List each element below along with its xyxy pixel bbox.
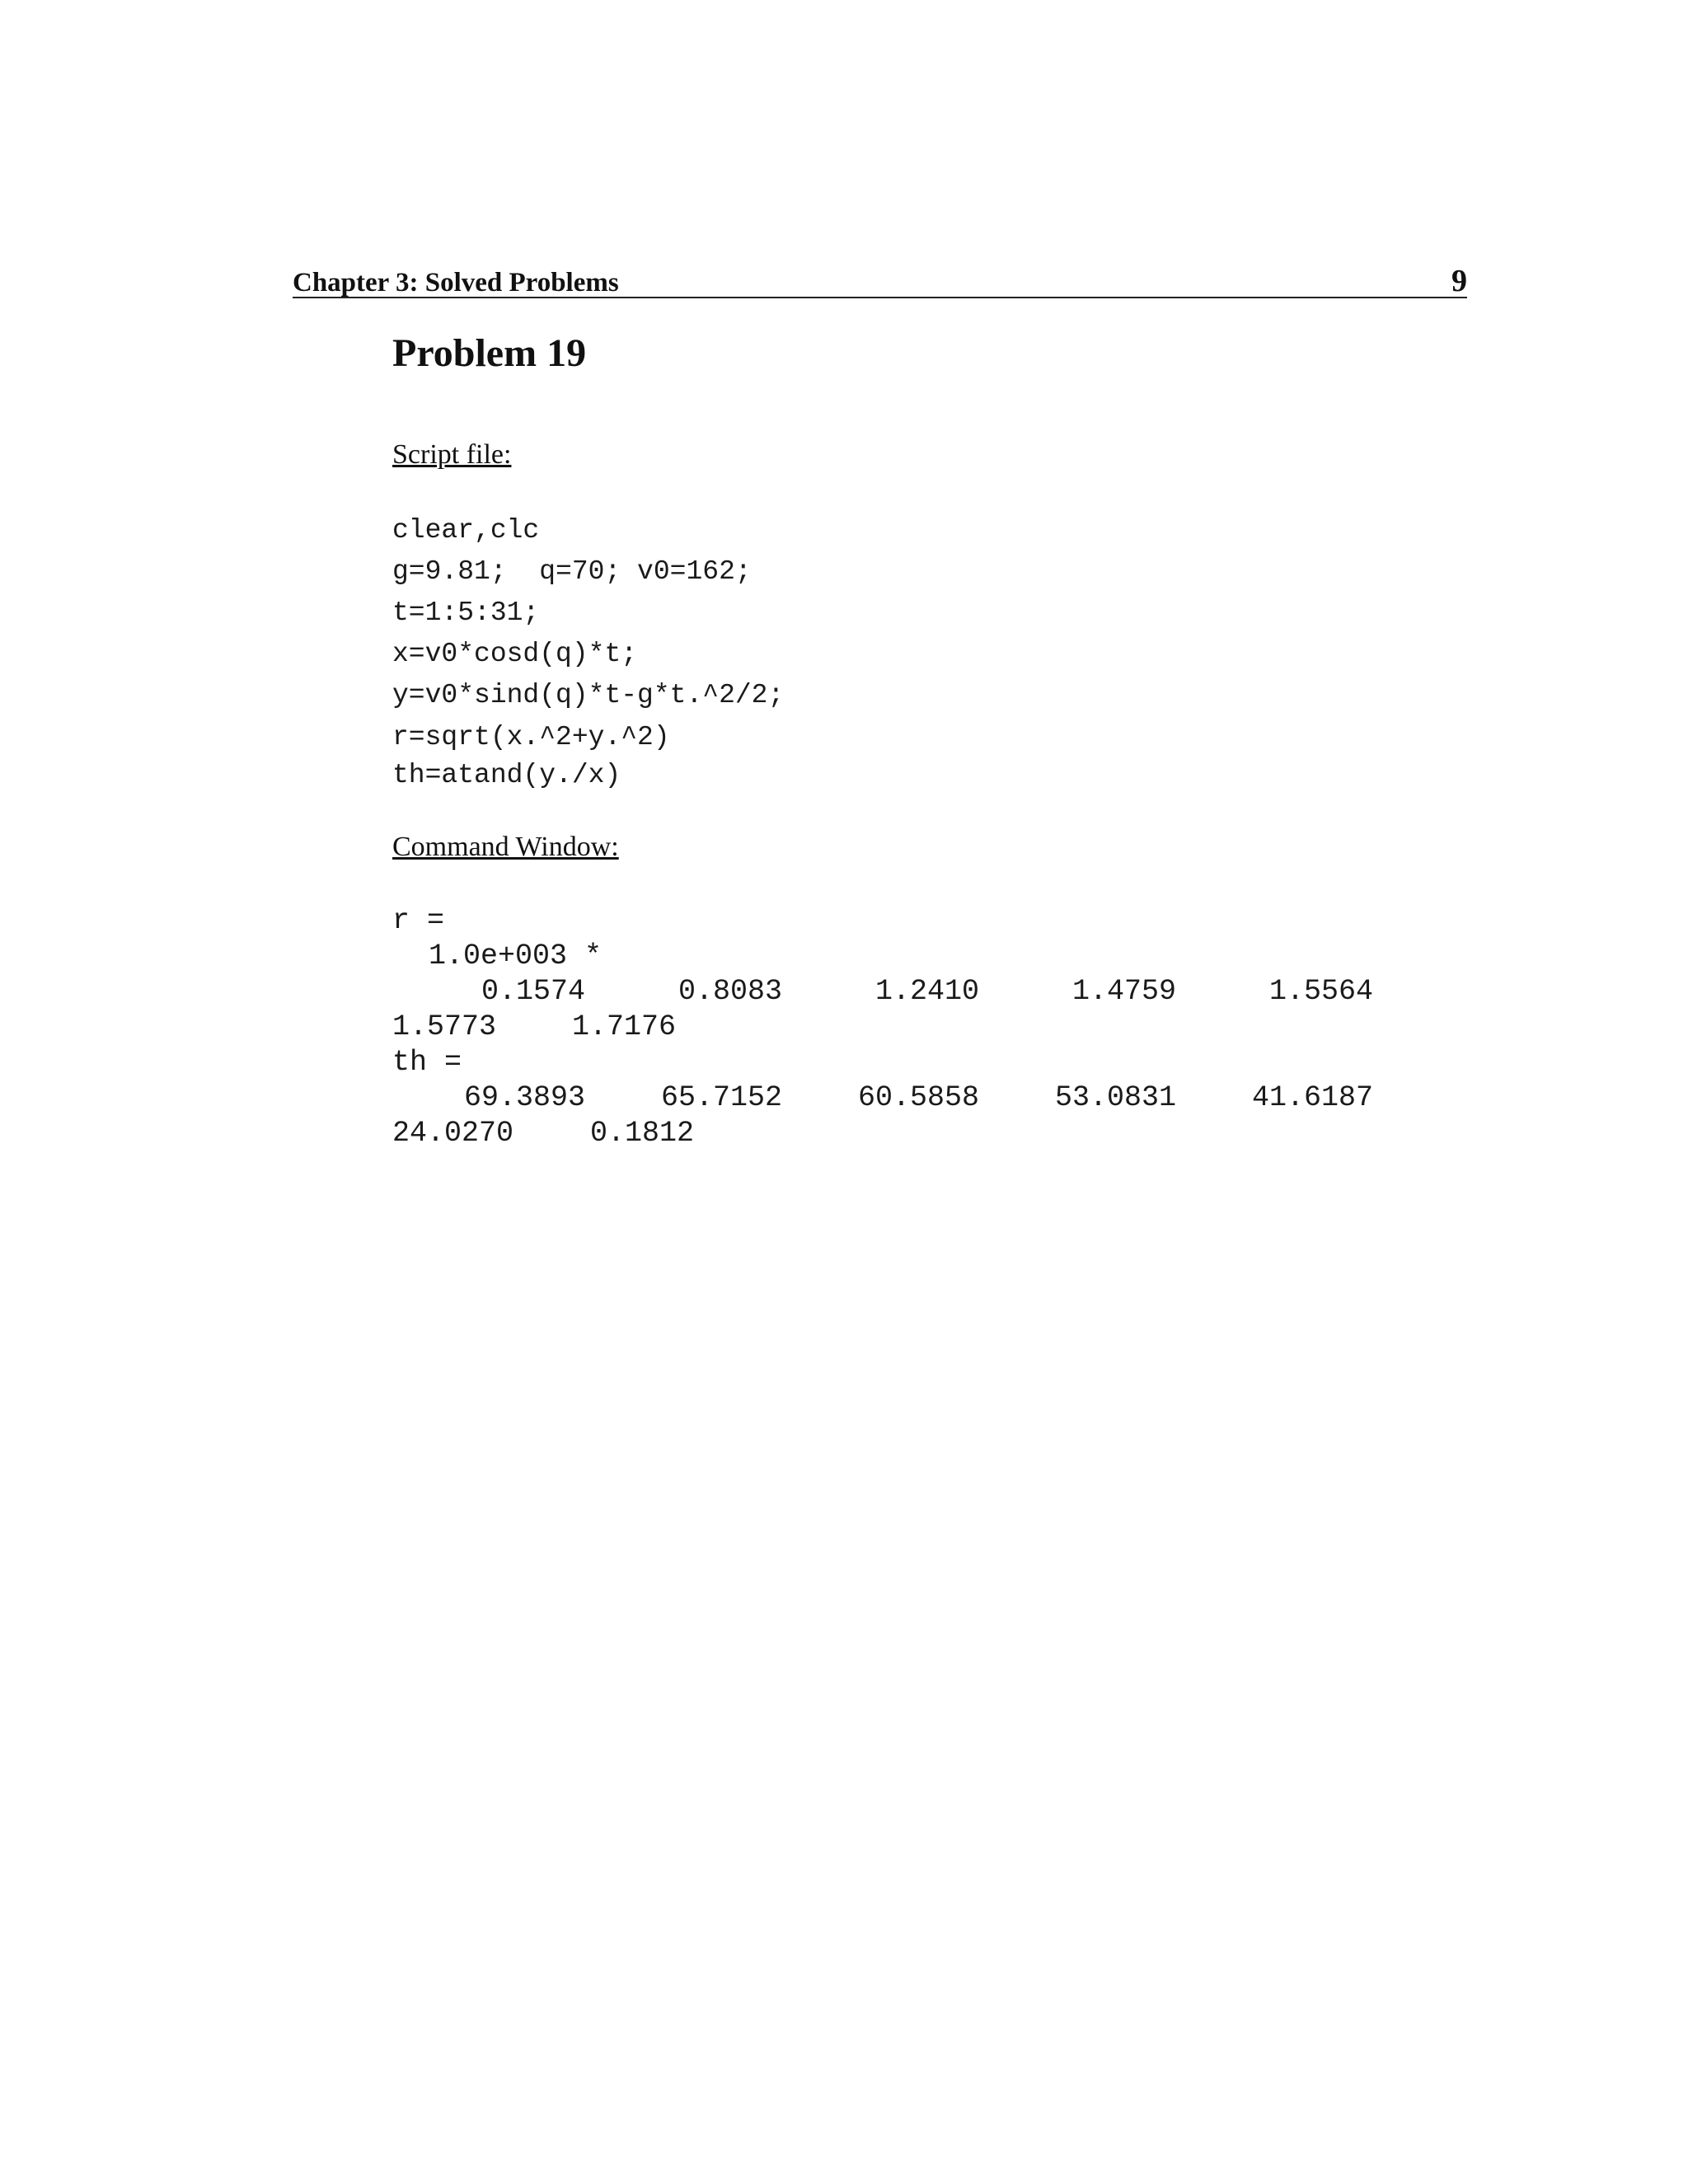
th-value: 69.3893: [464, 1081, 586, 1114]
th-value: 41.6187: [1252, 1081, 1374, 1114]
code-line: g=9.81; q=70; v0=162;: [392, 556, 752, 587]
r-value: 1.5564: [1269, 975, 1374, 1008]
r-value: 1.4759: [1072, 975, 1177, 1008]
problem-title: Problem 19: [392, 331, 587, 375]
r-value: 0.1574: [481, 975, 586, 1008]
chapter-title: Chapter 3: Solved Problems: [293, 268, 619, 298]
code-line: r=sqrt(x.^2+y.^2): [392, 722, 670, 752]
r-value: 0.8083: [678, 975, 783, 1008]
r-label: r =: [392, 904, 445, 937]
r-value: 1.5773: [392, 1010, 497, 1043]
page-number: 9: [1451, 264, 1467, 298]
code-line: t=1:5:31;: [392, 598, 540, 628]
r-value: 1.7176: [572, 1010, 677, 1043]
th-value: 60.5858: [858, 1081, 980, 1114]
r-scale-factor: 1.0e+003 *: [429, 940, 603, 972]
command-window-label: Command Window:: [392, 832, 619, 862]
th-label: th =: [392, 1046, 462, 1079]
th-value: 65.7152: [661, 1081, 783, 1114]
page-header: [293, 265, 1467, 298]
code-line: th=atand(y./x): [392, 760, 621, 790]
code-line: y=v0*sind(q)*t-g*t.^2/2;: [392, 680, 785, 710]
th-value: 24.0270: [392, 1117, 514, 1150]
th-value: 53.0831: [1055, 1081, 1177, 1114]
code-line: x=v0*cosd(q)*t;: [392, 639, 638, 669]
r-value: 1.2410: [875, 975, 980, 1008]
code-line: clear,clc: [392, 515, 540, 546]
script-file-label: Script file:: [392, 439, 512, 470]
th-value: 0.1812: [590, 1117, 695, 1150]
